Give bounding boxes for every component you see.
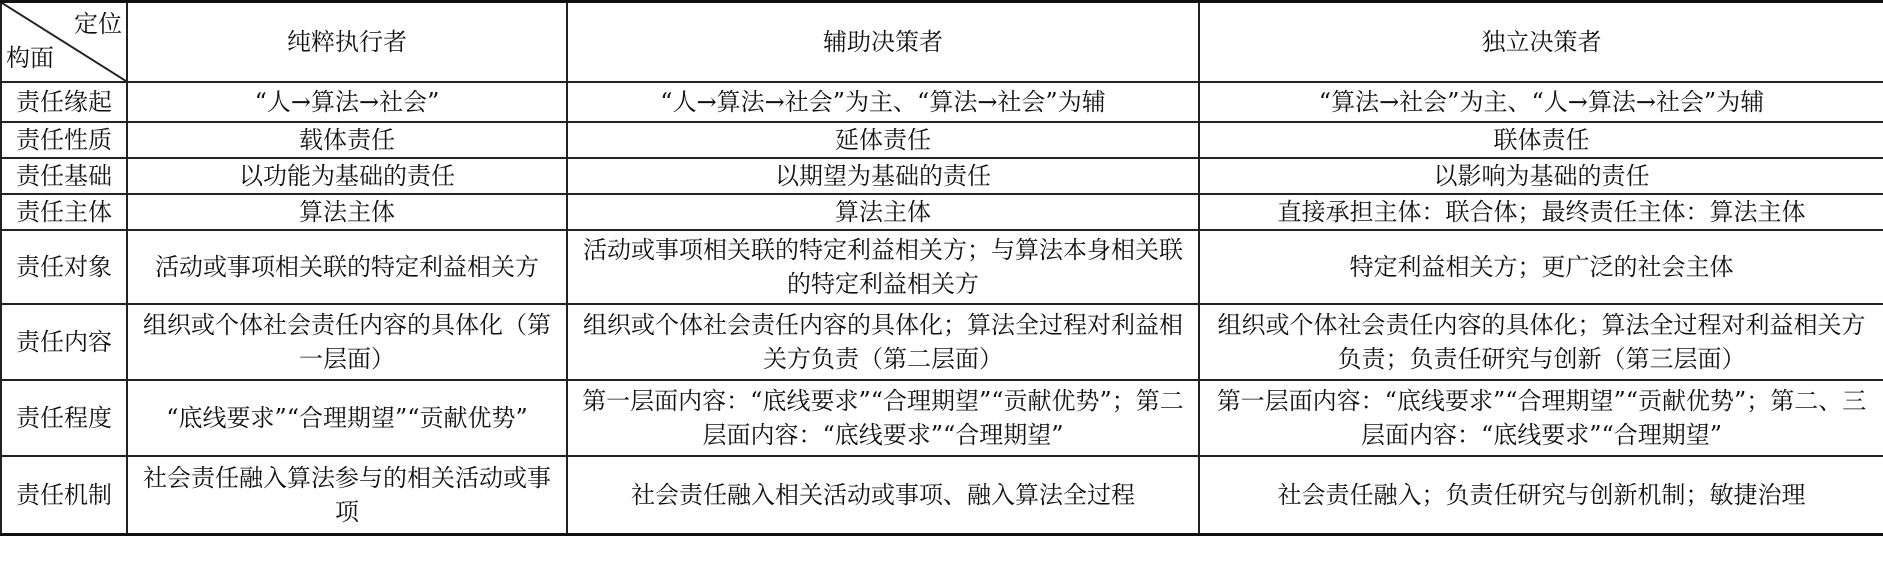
- corner-label-dimension: 构面: [6, 44, 54, 72]
- table-cell: 载体责任: [127, 122, 567, 158]
- table-row: [1, 230, 1883, 304]
- row-label: 责任基础: [1, 158, 127, 194]
- table-cell: “人→算法→社会”为主、“算法→社会”为辅: [567, 82, 1199, 122]
- table-row: [1, 82, 1883, 122]
- table-cell: 以功能为基础的责任: [127, 158, 567, 194]
- row-label: 责任性质: [1, 122, 127, 158]
- table-cell: 社会责任融入；负责任研究与创新机制；敏捷治理: [1199, 456, 1883, 534]
- table-cell: 第一层面内容：“底线要求”“合理期望”“贡献优势”；第二、三层面内容：“底线要求”“合理期望”: [1199, 380, 1883, 456]
- table-row: [1, 194, 1883, 230]
- table-cell: “底线要求”“合理期望”“贡献优势”: [127, 380, 567, 456]
- table-row: [1, 122, 1883, 158]
- table-cell: 活动或事项相关联的特定利益相关方: [127, 230, 567, 304]
- table-row: [1, 456, 1883, 534]
- table-cell: “人→算法→社会”: [127, 82, 567, 122]
- table-cell: 社会责任融入相关活动或事项、融入算法全过程: [567, 456, 1199, 534]
- table-cell: “算法→社会”为主、“人→算法→社会”为辅: [1199, 82, 1883, 122]
- header-row: [1, 2, 1883, 83]
- table-cell: 组织或个体社会责任内容的具体化；算法全过程对利益相关方负责；负责任研究与创新（第三层面）: [1199, 304, 1883, 380]
- row-label: 责任主体: [1, 194, 127, 230]
- table-row: [1, 158, 1883, 194]
- table-cell: 特定利益相关方；更广泛的社会主体: [1199, 230, 1883, 304]
- row-label: 责任对象: [1, 230, 127, 304]
- table-cell: 组织或个体社会责任内容的具体化；算法全过程对利益相关方负责（第二层面）: [567, 304, 1199, 380]
- table-cell: 组织或个体社会责任内容的具体化（第一层面）: [127, 304, 567, 380]
- table-row: [1, 380, 1883, 456]
- table-cell: 第一层面内容：“底线要求”“合理期望”“贡献优势”；第二层面内容：“底线要求”“合理期望”: [567, 380, 1199, 456]
- column-header-independent-decision-maker: 独立决策者: [1199, 2, 1883, 83]
- table-cell: 算法主体: [567, 194, 1199, 230]
- row-label: 责任机制: [1, 456, 127, 534]
- corner-header-cell: [1, 2, 127, 83]
- table-cell: 活动或事项相关联的特定利益相关方；与算法本身相关联的特定利益相关方: [567, 230, 1199, 304]
- table-cell: 延体责任: [567, 122, 1199, 158]
- corner-label-positioning: 定位: [74, 10, 122, 38]
- column-header-pure-executor: 纯粹执行者: [127, 2, 567, 83]
- table-cell: 直接承担主体：联合体；最终责任主体：算法主体: [1199, 194, 1883, 230]
- table-row: [1, 304, 1883, 380]
- table-cell: 社会责任融入算法参与的相关活动或事项: [127, 456, 567, 534]
- row-label: 责任程度: [1, 380, 127, 456]
- table-cell: 以期望为基础的责任: [567, 158, 1199, 194]
- table-cell: 以影响为基础的责任: [1199, 158, 1883, 194]
- column-header-assistant-decision-maker: 辅助决策者: [567, 2, 1199, 83]
- table-cell: 联体责任: [1199, 122, 1883, 158]
- table-cell: 算法主体: [127, 194, 567, 230]
- row-label: 责任内容: [1, 304, 127, 380]
- row-label: 责任缘起: [1, 82, 127, 122]
